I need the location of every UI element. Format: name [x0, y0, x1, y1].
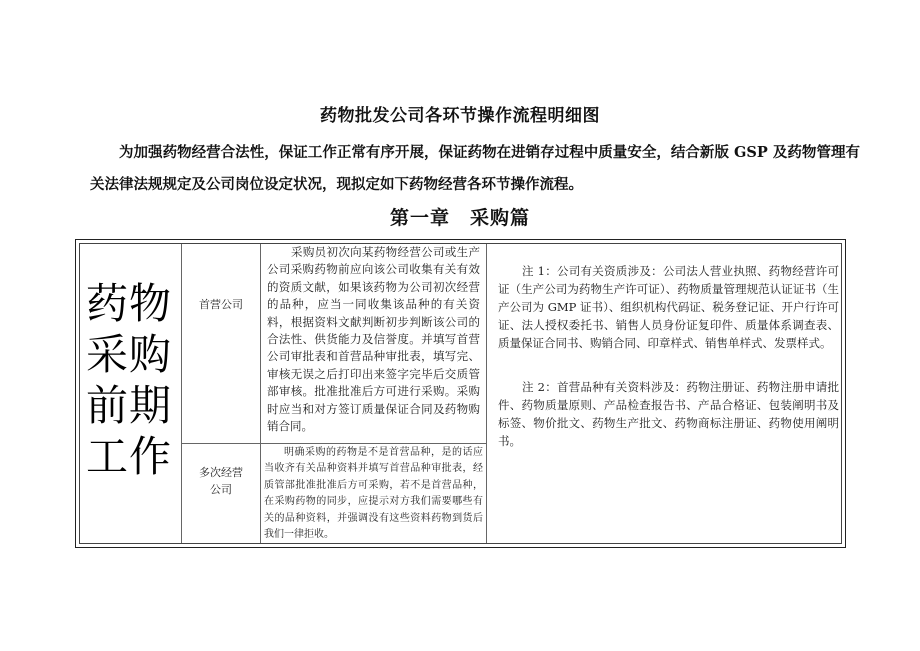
row-label-repeat-supplier: 多次经营公司	[199, 466, 243, 496]
intro-paragraph: 为加强药物经营合法性，保证工作正常有序开展，保证药物在进销存过程中质量安全，结合新版 GSP 及药物管理有关法律法规规定及公司岗位设定状况，现拟定如下药物经营各环节操作流程。	[90, 144, 860, 193]
row-description-first-supplier: 采购员初次向某药物经营公司或生产公司采购药物前应向该公司收集有关有效的资质文献，如果该药物为公司初次经营的品种，应当一同收集该品种的有关资料，根据资料文献判断初步判断该公司的合法性、供货能力及信誉度。并填写首营公司审批表和首营品种审批表，填写完、审核无误之后打印出来签字完毕后交质管部审核。批准批准后方可进行采购。采购时应当和对方签订质量保证合同及药物购销合同。	[267, 245, 480, 434]
chapter-heading: 第一章 采购篇	[389, 207, 530, 229]
column-divider	[486, 244, 487, 543]
row-description-repeat-supplier: 明确采购的药物是不是首营品种，是的话应当收齐有关品种资料并填写首营品种审批表，经质管部批准批准后方可采购，若不是首营品种，在采购药物的同步，应提示对方我们需要哪些有关的品种资料，并强调没有这些资料药物到货后我们一律拒收。	[264, 447, 483, 541]
section-label: 药物采购前期工作	[86, 279, 173, 481]
procurement-table-inner	[79, 243, 842, 544]
document-title: 药物批发公司各环节操作流程明细图	[320, 106, 600, 126]
note-1: 注 1：公司有关资质涉及：公司法人营业执照、药物经营许可证（生产公司为药物生产许可证）、药物质量管理规范认证证书（生产公司为 GMP 证书）、组织机构代码证、税务登记证、开户行许可证、法人授权委托书、销售人员身份证复印件、质量体系调查表、质量保证合同书、购销合同、印章样式、销售单样式、发票样式。	[498, 264, 839, 350]
row-label-first-supplier: 首营公司	[199, 298, 243, 311]
note-2: 注 2：首营品种有关资料涉及：药物注册证、药物注册申请批件、药物质量原则、产品检查报告书、产品合格证、包装阐明书及标签、物价批文、药物生产批文、药物商标注册证、药物使用阐明书。	[498, 380, 839, 448]
column-divider	[260, 244, 261, 543]
procurement-table	[75, 239, 846, 548]
row-divider	[181, 443, 486, 444]
